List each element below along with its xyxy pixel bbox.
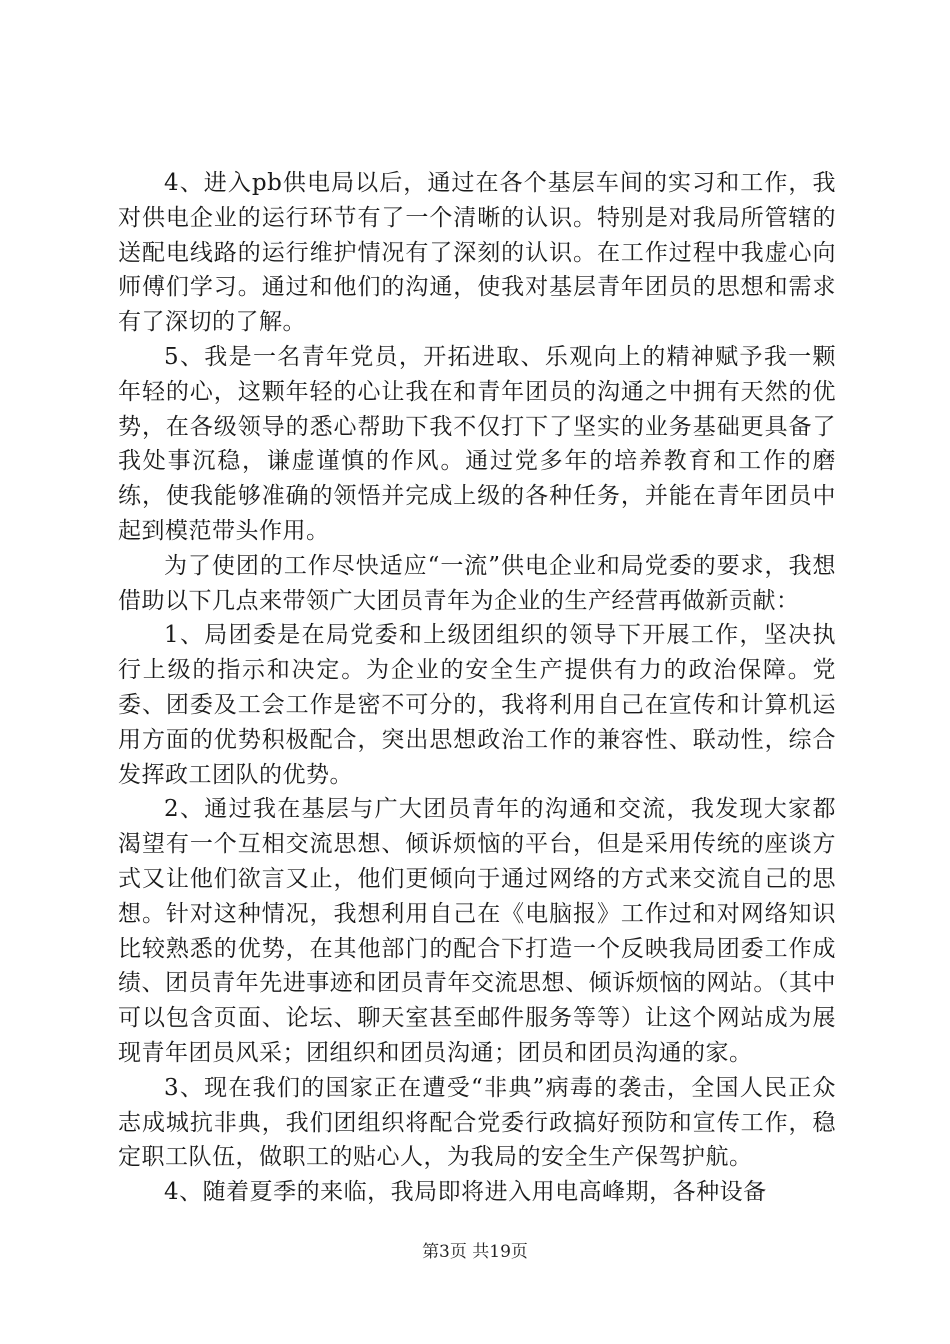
page-footer: 第3页 共19页 bbox=[422, 1242, 528, 1262]
paragraph-4: 1、局团委是在局党委和上级团组织的领导下开展工作，坚决执行上级的指示和决定。为企业的安全生产提供有力的政治保障。党委、团委及工会工作是密不可分的，我将利用自己在宣传和计算机运用方面的优势积极配合，突出思想政治工作的兼容性、联动性，综合发挥政工团队的优势。 bbox=[118, 622, 836, 788]
paragraph-1: 4、进入pb供电局以后，通过在各个基层车间的实习和工作，我对供电企业的运行环节有了一个清晰的认识。特别是对我局所管辖的送配电线路的运行维护情况有了深刻的认识。在工作过程中我虚心向师傅们学习。通过和他们的沟通，使我对基层青年团员的思想和需求有了深切的了解。 bbox=[118, 170, 836, 336]
paragraph-3: 为了使团的工作尽快适应“一流”供电企业和局党委的要求，我想借助以下几点来带领广大团员青年为企业的生产经营再做新贡献： bbox=[118, 552, 836, 614]
document-body bbox=[118, 166, 836, 1210]
paragraph-5: 2、通过我在基层与广大团员青年的沟通和交流，我发现大家都渴望有一个互相交流思想、倾诉烦恼的平台，但是采用传统的座谈方式又让他们欲言又止，他们更倾向于通过网络的方式来交流自己的思想。针对这种情况，我想利用自己在《电脑报》工作过和对网络知识比较熟悉的优势，在其他部门的配合下打造一个反映我局团委工作成绩、团员青年先进事迹和团员青年交流思想、倾诉烦恼的网站。（其中可以包含页面、论坛、聊天室甚至邮件服务等等）让这个网站成为展现青年团员风采；团组织和团员沟通；团员和团员沟通的家。 bbox=[118, 796, 836, 1066]
paragraph-7: 4、随着夏季的来临，我局即将进入用电高峰期，各种设备 bbox=[164, 1179, 767, 1206]
paragraph-2: 5、我是一名青年党员，开拓进取、乐观向上的精神赋予我一颗年轻的心，这颗年轻的心让我在和青年团员的沟通之中拥有天然的优势，在各级领导的悉心帮助下我不仅打下了坚实的业务基础更具备了我处事沉稳，谦虚谨慎的作风。通过党多年的培养教育和工作的磨练，使我能够准确的领悟并完成上级的各种任务，并能在青年团员中起到模范带头作用。 bbox=[118, 343, 836, 544]
paragraph-6: 3、现在我们的国家正在遭受“非典”病毒的袭击，全国人民正众志成城抗非典，我们团组织将配合党委行政搞好预防和宣传工作，稳定职工队伍，做职工的贴心人，为我局的安全生产保驾护航。 bbox=[118, 1074, 836, 1171]
